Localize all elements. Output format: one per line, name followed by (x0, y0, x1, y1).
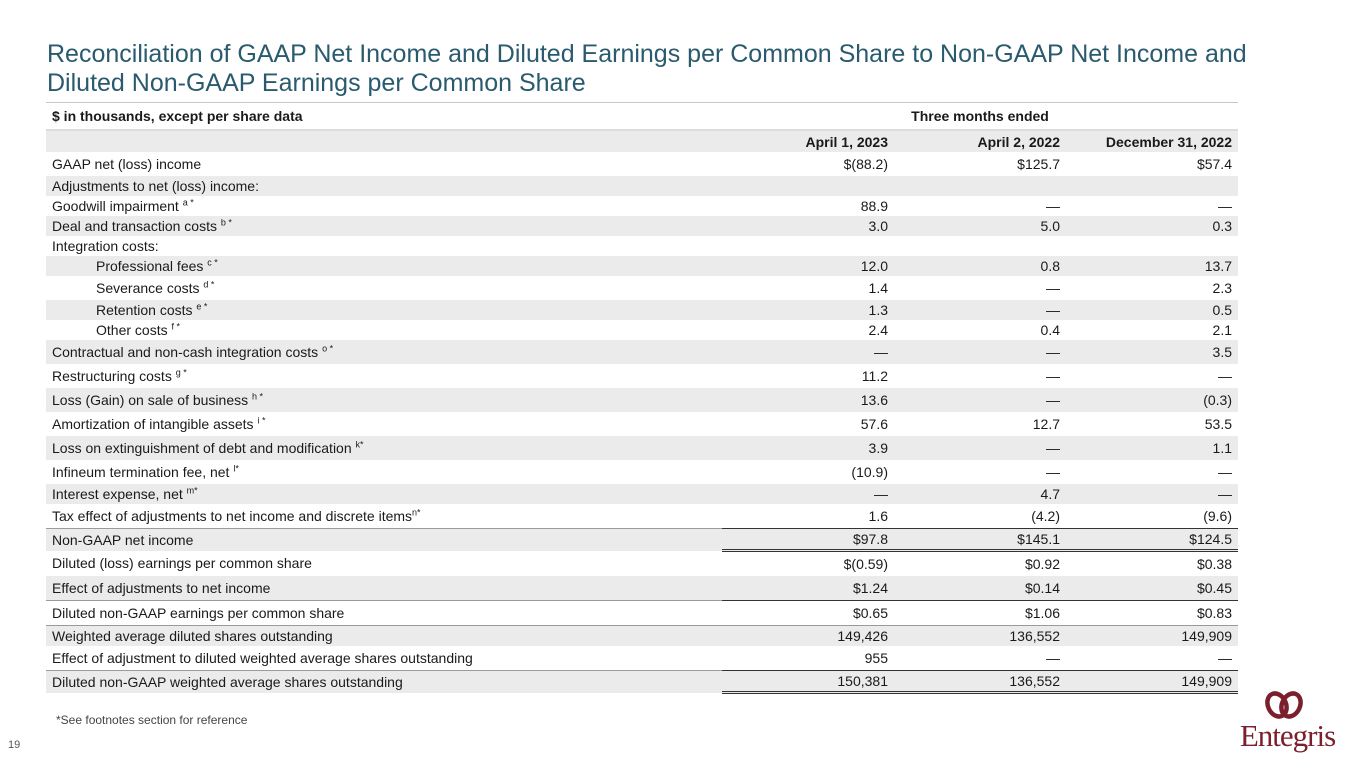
entegris-logo (1230, 688, 1345, 758)
footnote: *See footnotes section for reference (56, 713, 248, 727)
table-row (46, 460, 1238, 484)
table-row (46, 388, 1238, 412)
logo-wordmark: Entegris (1239, 718, 1336, 753)
period-header: Three months ended (894, 103, 1066, 131)
cell: 1.1 (1066, 436, 1238, 460)
footnote-ref: k* (355, 439, 364, 450)
cell: 1.4 (868, 280, 888, 296)
row-label: Adjustments to net (loss) income: (46, 176, 722, 196)
page-number: 19 (8, 739, 21, 751)
table-row (46, 256, 1238, 276)
cell: 136,552 (894, 671, 1066, 693)
cell: — (1218, 368, 1232, 384)
row-label: Diluted non-GAAP earnings per common share (46, 601, 722, 626)
footnote-ref: m* (186, 485, 198, 496)
row-label: Amortization of intangible assets $^{i *}$ (52, 415, 266, 432)
cell: 149,426 (722, 626, 894, 647)
cell: 88.9 (860, 198, 888, 214)
table-row (46, 196, 1238, 216)
row-label: Contractual and non-cash integration costs $^{o *}$ (46, 340, 722, 364)
footnote-ref: f * (171, 321, 180, 332)
cell: — (894, 436, 1066, 460)
cell: $0.92 (1024, 556, 1060, 572)
row-label: Infineum termination fee, net $^{l*}$ (52, 463, 239, 480)
cell: $125.7 (1017, 156, 1060, 172)
row-label: Effect of adjustments to net income (46, 576, 722, 601)
table-row (46, 576, 1238, 601)
table-row (46, 529, 1238, 551)
cell: 0.8 (894, 256, 1066, 276)
cell: — (894, 300, 1066, 320)
cell: 2.4 (868, 322, 888, 338)
table-row (46, 646, 1238, 671)
table-header-row (46, 103, 1238, 131)
table-row (46, 412, 1238, 436)
table-row (46, 152, 1238, 176)
cell: $(88.2) (843, 156, 888, 172)
cell: 149,909 (1066, 671, 1238, 693)
logo-mark-icon (1230, 688, 1345, 722)
cell: $(0.59) (843, 556, 888, 572)
footnote-ref: o * (322, 343, 334, 354)
cell: — (894, 388, 1066, 412)
cell: 12.0 (722, 256, 894, 276)
table-row (46, 601, 1238, 626)
cell: $57.4 (1196, 156, 1232, 172)
row-label: Tax effect of adjustments to net income and discrete items$^{n*}$ (52, 507, 421, 524)
cell: $0.38 (1196, 556, 1232, 572)
cell: 3.9 (722, 436, 894, 460)
cell: 2.3 (1212, 280, 1232, 296)
footnote-ref: i * (257, 415, 266, 426)
row-label: Other costs $^{f *}$ (96, 321, 180, 338)
cell: 149,909 (1066, 626, 1238, 647)
table-row (46, 236, 1238, 256)
cell: 53.5 (1204, 416, 1232, 432)
table-row (46, 671, 1238, 693)
cell: (0.3) (1066, 388, 1238, 412)
reconciliation-table (46, 102, 1238, 694)
cell: 11.2 (861, 368, 888, 384)
row-label: Interest expense, net $^{m*}$ (46, 484, 722, 504)
cell: 13.6 (722, 388, 894, 412)
table-row (46, 364, 1238, 388)
row-label: Retention costs $^{e *}$ (46, 300, 722, 320)
page-title: Reconciliation of GAAP Net Income and Diluted Earnings per Common Share to Non-GAAP Net Income and Diluted Non-GAAP Earnings per Common Share (47, 40, 1247, 97)
cell: 57.6 (860, 416, 888, 432)
footnote-ref: l* (233, 463, 239, 474)
cell: 3.5 (1066, 340, 1238, 364)
cell: — (1066, 484, 1238, 504)
cell: — (1046, 650, 1060, 666)
row-label: Professional fees $^{c *}$ (46, 256, 722, 276)
row-label: Non-GAAP net income (46, 529, 722, 551)
footnote-ref: a * (182, 197, 194, 208)
cell: $1.24 (722, 576, 894, 601)
cell: 1.3 (722, 300, 894, 320)
table-row (46, 340, 1238, 364)
column-header: April 1, 2023 (722, 130, 894, 152)
cell: (9.6) (1203, 508, 1232, 524)
cell: $0.14 (894, 576, 1066, 601)
row-label: Loss on extinguishment of debt and modification $^{k*}$ (46, 436, 722, 460)
cell: 3.0 (722, 216, 894, 236)
cell: 136,552 (894, 626, 1066, 647)
row-label: Deal and transaction costs $^{b *}$ (46, 216, 722, 236)
cell: 150,381 (722, 671, 894, 693)
cell: — (1046, 368, 1060, 384)
cell: — (1218, 464, 1232, 480)
cell: 5.0 (894, 216, 1066, 236)
cell: 2.1 (1212, 322, 1232, 338)
table-row (46, 300, 1238, 320)
cell: 0.5 (1066, 300, 1238, 320)
cell: $0.45 (1066, 576, 1238, 601)
cell: $1.06 (894, 601, 1066, 626)
cell: $124.5 (1066, 529, 1238, 551)
cell: — (1218, 198, 1232, 214)
table-row (46, 320, 1238, 340)
cell: — (894, 340, 1066, 364)
column-header: April 2, 2022 (894, 130, 1066, 152)
cell: 4.7 (894, 484, 1066, 504)
table-row (46, 216, 1238, 236)
cell: $0.65 (722, 601, 894, 626)
footnote-ref: c * (207, 257, 218, 268)
row-label: Weighted average diluted shares outstanding (46, 626, 722, 647)
row-label: Diluted non-GAAP weighted average shares outstanding (46, 671, 722, 693)
row-label: GAAP net (loss) income (52, 156, 202, 172)
units-label: $ in thousands, except per share data (46, 103, 722, 131)
cell: — (722, 484, 894, 504)
footnote-ref: b * (220, 217, 232, 228)
cell: $97.8 (722, 529, 894, 551)
table-row (46, 436, 1238, 460)
footnote-ref: e * (196, 301, 208, 312)
row-label: Goodwill impairment $^{a *}$ (52, 197, 194, 214)
row-label: Integration costs: (52, 238, 159, 254)
footnote-ref: g * (175, 367, 187, 378)
cell: — (722, 340, 894, 364)
cell: 0.3 (1066, 216, 1238, 236)
row-label: Diluted (loss) earnings per common share (52, 555, 312, 572)
footnote-ref: n* (412, 507, 421, 518)
table-row (46, 276, 1238, 300)
cell: $0.83 (1066, 601, 1238, 626)
cell: 955 (864, 650, 888, 666)
cell: (4.2) (1031, 508, 1060, 524)
cell: — (1218, 650, 1232, 666)
row-label: Restructuring costs $^{g *}$ (52, 367, 187, 384)
table-row (46, 551, 1238, 577)
table-row (46, 484, 1238, 504)
column-header-row (46, 130, 1238, 152)
row-label: Effect of adjustment to diluted weighted average shares outstanding (52, 650, 473, 666)
cell: 12.7 (1032, 416, 1060, 432)
footnote-ref: h * (252, 391, 264, 402)
footnote-ref: d * (203, 279, 215, 290)
cell: 0.4 (1040, 322, 1060, 338)
row-label: Loss (Gain) on sale of business $^{h *}$ (46, 388, 722, 412)
row-label: Severance costs $^{d *}$ (96, 279, 215, 296)
table-row (46, 504, 1238, 529)
cell: — (1046, 464, 1060, 480)
table-row (46, 626, 1238, 647)
cell: 1.6 (868, 508, 888, 524)
column-header: December 31, 2022 (1066, 130, 1238, 152)
table-row (46, 176, 1238, 196)
cell: (10.9) (851, 464, 888, 480)
cell: $145.1 (894, 529, 1066, 551)
cell: — (1046, 280, 1060, 296)
cell: 13.7 (1066, 256, 1238, 276)
cell: — (1046, 198, 1060, 214)
